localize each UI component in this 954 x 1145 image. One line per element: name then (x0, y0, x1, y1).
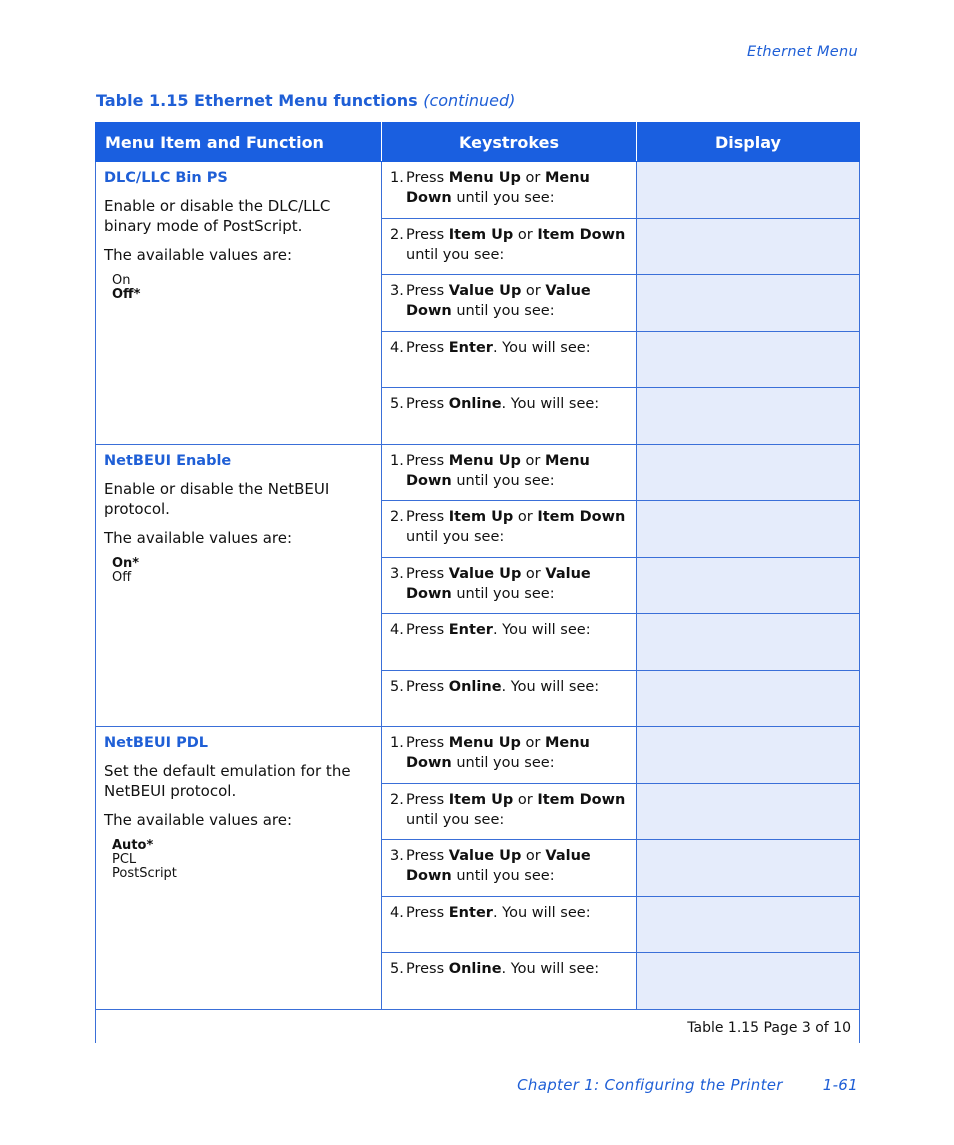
keystroke-step-content (390, 620, 628, 640)
keystroke-step (382, 444, 637, 501)
step-key-2: Item Down (537, 791, 626, 808)
keystroke-step (382, 331, 637, 388)
step-key-1: Menu Up (448, 452, 521, 469)
step-key-1: Value Up (448, 283, 522, 299)
value-option: PostScript (112, 866, 177, 881)
step-suffix: until you see: (406, 811, 505, 828)
step-connector: or (513, 791, 538, 808)
display-cell (637, 614, 860, 671)
keystroke-step (382, 670, 637, 727)
value-option: Off* (112, 287, 141, 302)
keystroke-step-content (390, 733, 628, 773)
value-list (104, 557, 373, 585)
step-text (406, 394, 628, 414)
step-text (406, 677, 628, 697)
keystroke-step-content (390, 903, 628, 923)
step-number: 4. (390, 622, 404, 638)
step-key-2: Value Down (406, 848, 591, 884)
header-display: Display (637, 123, 860, 162)
step-text (406, 903, 628, 923)
keystroke-step (382, 501, 637, 558)
step-text (406, 451, 628, 491)
step-number: 4. (390, 339, 404, 356)
step-key-1: Item Up (448, 791, 514, 808)
display-cell (637, 896, 860, 953)
display-cell (637, 331, 860, 388)
menu-item-name: DLC/LLC Bin PS (104, 170, 228, 186)
step-key-1: Enter (448, 622, 493, 638)
step-suffix: until you see: (451, 472, 555, 489)
step-prefix: Press (406, 509, 449, 525)
step-suffix: . You will see: (501, 678, 600, 695)
step-text (406, 338, 628, 358)
table-body (96, 162, 860, 1010)
menu-item-cell (96, 444, 382, 727)
header-menu-item: Menu Item and Function (96, 123, 382, 162)
keystroke-step-content (390, 564, 628, 604)
step-prefix: Press (406, 961, 449, 977)
value-list (104, 839, 373, 881)
step-key-1: Item Up (448, 509, 514, 525)
keystroke-step-content (390, 394, 628, 414)
keystroke-step (382, 218, 637, 275)
step-suffix: until you see: (451, 190, 555, 206)
page-footer (517, 1076, 858, 1094)
step-prefix: Press (406, 339, 449, 356)
step-text (406, 225, 628, 265)
step-prefix: Press (406, 735, 449, 751)
value-list (104, 274, 373, 302)
step-suffix: . You will see: (492, 339, 591, 356)
keystroke-step-content (390, 451, 628, 491)
step-key-2: Value Down (406, 283, 591, 319)
menu-item-description: Set the default emulation for the NetBEUI protocol. (104, 762, 351, 800)
step-number: 2. (390, 791, 404, 808)
step-connector: or (520, 452, 545, 469)
step-prefix: Press (406, 791, 449, 808)
step-key-1: Menu Up (448, 170, 521, 186)
step-text (406, 846, 628, 886)
step-key-2: Menu Down (406, 735, 590, 771)
step-number: 1. (390, 170, 404, 186)
step-suffix: until you see: (406, 529, 505, 545)
step-key-2: Menu Down (406, 452, 590, 489)
footer-page-number: 1-61 (822, 1076, 858, 1094)
display-cell (637, 557, 860, 614)
table-row (96, 162, 860, 219)
table-row (96, 444, 860, 501)
step-number: 2. (390, 226, 404, 243)
display-cell (637, 840, 860, 897)
step-key-1: Online (448, 961, 502, 977)
keystroke-step (382, 388, 637, 445)
step-number: 3. (390, 283, 404, 299)
step-key-2: Item Down (537, 509, 626, 525)
value-option: On (112, 273, 131, 288)
step-prefix: Press (406, 622, 449, 638)
keystroke-step (382, 953, 637, 1010)
keystroke-step-content (390, 225, 628, 265)
step-key-1: Item Up (448, 226, 514, 243)
display-cell (637, 953, 860, 1010)
step-number: 1. (390, 735, 404, 751)
step-suffix: . You will see: (492, 904, 591, 921)
keystroke-step (382, 275, 637, 332)
display-cell (637, 388, 860, 445)
step-key-1: Enter (448, 904, 493, 921)
menu-item-name: NetBEUI PDL (104, 735, 208, 751)
step-number: 5. (390, 396, 404, 412)
step-connector: or (521, 565, 546, 582)
display-cell (637, 275, 860, 332)
step-key-1: Enter (448, 339, 493, 356)
step-connector: or (520, 170, 545, 186)
keystroke-step-content (390, 168, 628, 208)
ethernet-menu-table (95, 122, 860, 1043)
display-cell (637, 218, 860, 275)
value-option: PCL (112, 852, 137, 867)
step-prefix: Press (406, 678, 449, 695)
keystroke-step-content (390, 846, 628, 886)
step-prefix: Press (406, 848, 449, 864)
keystroke-step (382, 557, 637, 614)
step-connector: or (513, 226, 538, 243)
step-suffix: until you see: (406, 246, 505, 263)
value-option: Auto* (112, 838, 154, 853)
step-key-1: Value Up (448, 565, 522, 582)
running-head: Ethernet Menu (746, 44, 858, 60)
step-prefix: Press (406, 226, 449, 243)
table-footer-row (96, 1009, 860, 1043)
step-prefix: Press (406, 283, 449, 299)
step-number: 3. (390, 848, 404, 864)
step-key-1: Value Up (448, 848, 522, 864)
display-cell (637, 670, 860, 727)
keystroke-step-content (390, 790, 628, 830)
step-number: 5. (390, 961, 404, 977)
step-key-1: Menu Up (448, 735, 521, 751)
step-suffix: until you see: (451, 755, 555, 771)
step-text (406, 620, 628, 640)
step-text (406, 281, 628, 321)
keystroke-step-content (390, 677, 628, 697)
step-key-2: Item Down (537, 226, 626, 243)
keystroke-step-content (390, 281, 628, 321)
step-suffix: until you see: (451, 868, 555, 884)
keystroke-step (382, 783, 637, 840)
display-cell (637, 727, 860, 784)
step-suffix: . You will see: (501, 396, 600, 412)
display-cell (637, 501, 860, 558)
available-values-label: The available values are: (104, 811, 293, 829)
step-text (406, 564, 628, 604)
display-cell (637, 444, 860, 501)
step-connector: or (520, 735, 545, 751)
available-values-label: The available values are: (104, 528, 293, 547)
keystroke-step (382, 896, 637, 953)
display-cell (637, 162, 860, 219)
step-key-1: Online (448, 396, 502, 412)
table-row (96, 727, 860, 784)
table-title-label: Table 1.15 Ethernet Menu functions (96, 91, 418, 110)
footer-chapter: Chapter 1: Configuring the Printer (517, 1076, 783, 1094)
step-connector: or (521, 283, 546, 299)
keystroke-step-content (390, 338, 628, 358)
step-prefix: Press (406, 396, 449, 412)
step-suffix: . You will see: (492, 622, 591, 638)
step-key-1: Online (448, 678, 502, 695)
table-title (96, 91, 515, 110)
menu-item-cell (96, 727, 382, 1010)
step-suffix: . You will see: (501, 961, 600, 977)
display-cell (637, 783, 860, 840)
step-text (406, 507, 628, 547)
menu-item-description: Enable or disable the NetBEUI protocol. (104, 479, 330, 518)
header-keystrokes: Keystrokes (382, 123, 637, 162)
keystroke-step (382, 614, 637, 671)
step-text (406, 790, 628, 830)
table-header-row (96, 123, 860, 162)
step-key-2: Value Down (406, 565, 591, 602)
step-suffix: until you see: (451, 303, 555, 319)
keystroke-step (382, 727, 637, 784)
step-prefix: Press (406, 904, 449, 921)
step-number: 3. (390, 565, 404, 582)
menu-item-cell (96, 162, 382, 445)
step-connector: or (521, 848, 546, 864)
step-text (406, 168, 628, 208)
available-values-label: The available values are: (104, 246, 293, 264)
menu-item-description: Enable or disable the DLC/LLC binary mode of PostScript. (104, 197, 331, 235)
table-page-indicator: Table 1.15 Page 3 of 10 (96, 1009, 860, 1043)
step-number: 4. (390, 904, 404, 921)
step-prefix: Press (406, 565, 449, 582)
step-suffix: until you see: (451, 585, 555, 602)
step-key-2: Menu Down (406, 170, 590, 206)
menu-item-name: NetBEUI Enable (104, 452, 232, 469)
step-prefix: Press (406, 452, 449, 469)
step-text (406, 959, 628, 979)
keystroke-step-content (390, 959, 628, 979)
keystroke-step (382, 162, 637, 219)
keystroke-step-content (390, 507, 628, 547)
step-prefix: Press (406, 170, 449, 186)
value-option: On* (112, 555, 140, 571)
step-number: 1. (390, 452, 404, 469)
step-number: 5. (390, 678, 404, 695)
step-connector: or (513, 509, 538, 525)
value-option: Off (112, 569, 132, 585)
step-number: 2. (390, 509, 404, 525)
table-title-continued: (continued) (423, 91, 516, 110)
step-text (406, 733, 628, 773)
keystroke-step (382, 840, 637, 897)
